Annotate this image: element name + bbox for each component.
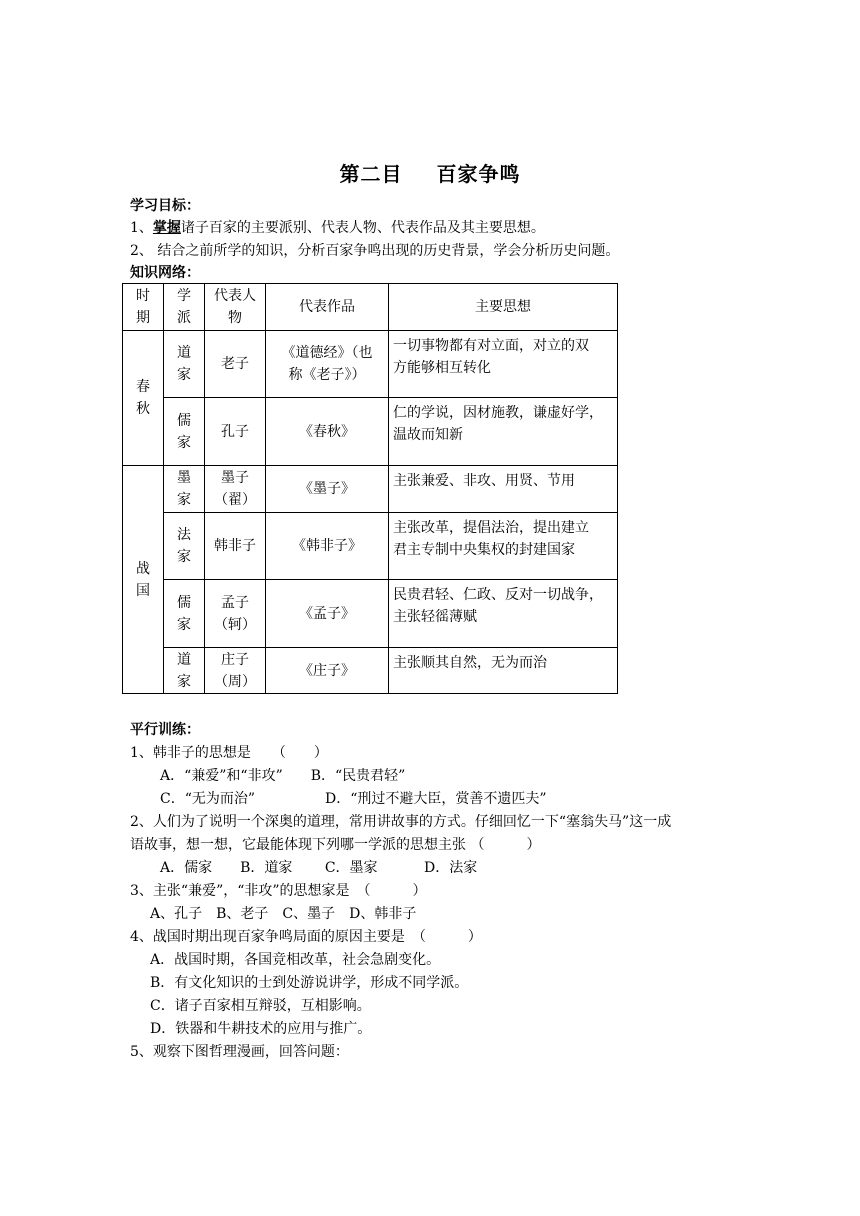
objective-1 [130,217,545,239]
school-cell: 墨 家 [164,466,205,513]
school-cell: 法 家 [164,513,205,580]
person-cell: 孔子 [205,398,266,466]
thought-cell: 仁的学说，因材施教，谦虚好学， 温故而知新 [389,398,618,466]
objective-1-keyword: 掌握 [152,220,181,236]
question-4-option-d: D．铁器和牛耕技术的应用与推广。 [150,1021,372,1037]
thought-cell: 一切事物都有对立面，对立的双 方能够相互转化 [389,331,618,398]
question-4-option-a: A．战国时期，各国竞相改革，社会急剧变化。 [150,952,441,968]
work-cell: 《孟子》 [266,580,389,648]
school-cell: 儒 家 [164,398,205,466]
thought-cell: 主张改革，提倡法治，提出建立 君主专制中央集权的封建国家 [389,513,618,580]
table-header-row [123,284,618,331]
header-work: 代表作品 [266,284,389,331]
network-heading: 知识网络： [130,265,200,281]
thought-cell: 主张顺其自然，无为而治 [389,648,618,694]
table-row [123,398,618,466]
title-part2: 百家争鸣 [436,162,521,186]
person-cell: 韩非子 [205,513,266,580]
work-cell: 《韩非子》 [266,513,389,580]
header-person: 代表人 物 [205,284,266,331]
work-cell: 《春秋》 [266,398,389,466]
work-cell: 《庄子》 [266,648,389,694]
period-chunqiu: 春 秋 [123,331,164,466]
work-cell: 《道德经》（也 称《老子》） [266,331,389,398]
table-row [123,466,618,513]
school-cell: 儒 家 [164,580,205,648]
work-cell: 《墨子》 [266,466,389,513]
question-4-option-c: C．诸子百家相互辩驳，互相影响。 [150,998,371,1014]
person-cell: 孟子 （轲） [205,580,266,648]
objective-1-text: 诸子百家的主要派别、代表人物、代表作品及其主要思想。 [180,220,545,236]
practice-heading: 平行训练： [130,722,200,738]
person-cell: 庄子 （周） [205,648,266,694]
header-school: 学 派 [164,284,205,331]
objective-1-prefix: 1、 [130,220,153,236]
question-4: 4、战国时期出现百家争鸣局面的原因主要是 （ ） [130,929,482,945]
table-row [123,580,618,648]
question-3-options: A、孔子 B、老子 C、墨子 D、韩非子 [150,906,417,922]
school-cell: 道 家 [164,331,205,398]
thought-cell: 民贵君轻、仁政、反对一切战争， 主张轻徭薄赋 [389,580,618,648]
question-2-line-2: 语故事，想一想，它最能体现下列哪一学派的思想主张 （ ） [130,837,541,853]
school-cell: 道 家 [164,648,205,694]
question-3: 3、主张“兼爱”，“非攻”的思想家是 （ ） [130,883,427,899]
header-thought: 主要思想 [389,284,618,331]
person-cell: 老子 [205,331,266,398]
objective-2: 2、 结合之前所学的知识，分析百家争鸣出现的历史背景，学会分析历史问题。 [130,243,620,259]
table-row [123,513,618,580]
question-1-options-ab: A．“兼爱”和“非攻” B．“民贵君轻” [160,768,406,784]
question-5: 5、观察下图哲理漫画，回答问题： [130,1044,349,1060]
table-row [123,648,618,694]
thought-cell: 主张兼爱、非攻、用贤、节用 [389,466,618,513]
page-title [0,158,860,187]
knowledge-table [122,283,618,694]
header-period: 时 期 [123,284,164,331]
person-cell: 墨子 （翟） [205,466,266,513]
question-1: 1、韩非子的思想是 （ ） [130,745,328,761]
objectives-heading: 学习目标： [130,198,200,214]
question-2-line-1: 2、人们为了说明一个深奥的道理，常用讲故事的方式。仔细回忆一下“塞翁失马”这一成 [130,814,672,830]
question-2-options: A．儒家 B．道家 C．墨家 D．法家 [160,860,478,876]
title-part1: 第二目 [339,162,403,186]
question-4-option-b: B．有文化知识的士到处游说讲学，形成不同学派。 [150,975,469,991]
question-1-options-cd: C．“无为而治” D．“刑过不避大臣，赏善不遗匹夫” [160,791,547,807]
table-row [123,331,618,398]
period-zhanguo: 战 国 [123,466,164,694]
